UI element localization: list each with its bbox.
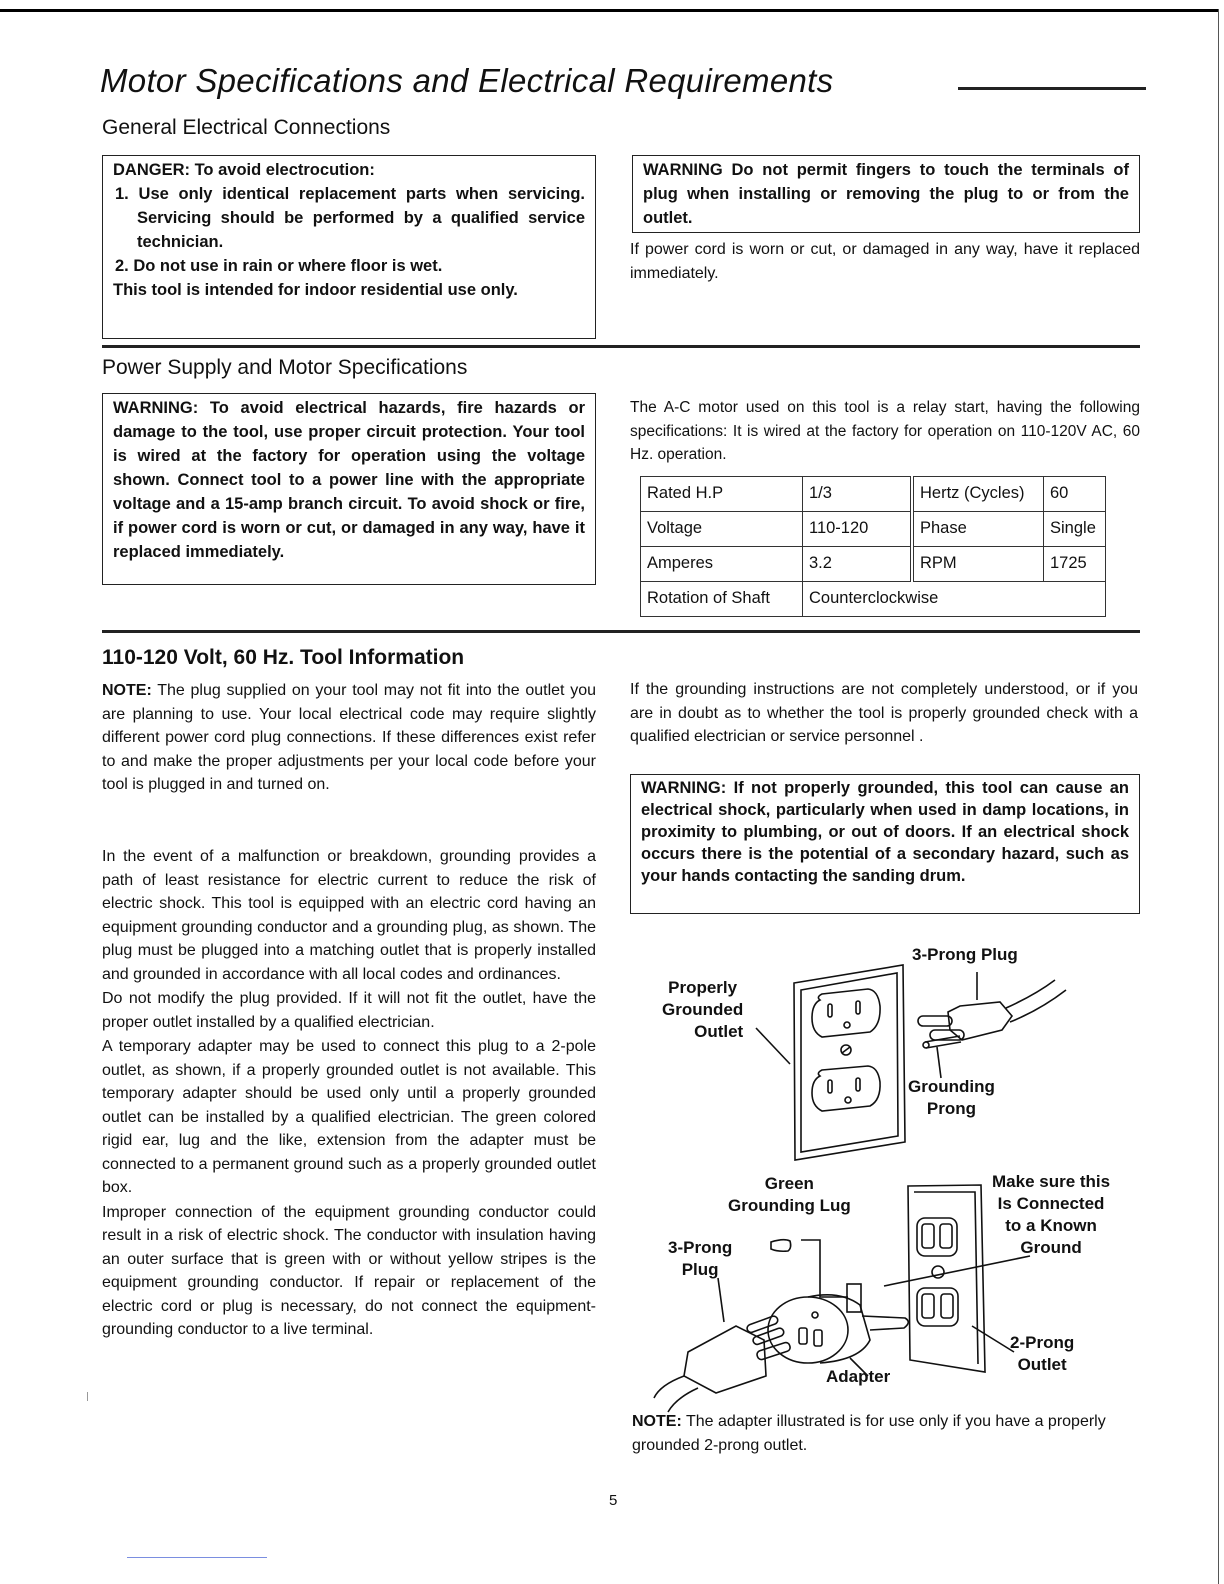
label-line: Make sure this: [992, 1172, 1111, 1191]
plug-pointer: [718, 1278, 724, 1322]
spec-label: Voltage: [641, 512, 803, 547]
adapter-note-label: NOTE:: [632, 1413, 682, 1430]
label-line: Properly: [668, 978, 738, 997]
note-text: The plug supplied on your tool may not fit into the outlet you are planning to use. Your local electrical code may require slightly different power cord plug connections. If these differences exist refer to and make the proper adjustments per your local code before your tool is plugged in and turned on.: [102, 682, 596, 793]
ground-pointer: [884, 1256, 1030, 1286]
label-line: Outlet: [1017, 1355, 1067, 1374]
three-prong-plug-icon: [654, 1315, 791, 1412]
label-green-grounding-lug: [728, 1173, 851, 1217]
label-line: Ground: [1020, 1238, 1082, 1257]
danger-item: 1. Use only identical replacement parts when servicing. Servicing should be performed by a qualified service technician.: [115, 185, 585, 251]
spec-value: 3.2: [803, 547, 913, 582]
spec-value: 1/3: [803, 477, 913, 512]
body-paragraph: Do not modify the plug provided. If it will not fit the outlet, have the proper outlet installed by a qualified electrician.: [102, 990, 596, 1031]
label-line: Grounded: [662, 1000, 744, 1019]
danger-lead: DANGER: To avoid electrocution:: [113, 161, 375, 179]
label-known-ground: [992, 1171, 1110, 1259]
margin-mark: [87, 1392, 88, 1401]
label-line: Is Connected: [997, 1194, 1105, 1213]
spec-label: RPM: [912, 547, 1044, 582]
spec-label: Amperes: [641, 547, 803, 582]
spec-label: Rotation of Shaft: [641, 582, 803, 617]
label-line: to a Known: [1005, 1216, 1097, 1235]
adapter-note: [632, 1410, 1142, 1457]
cord-note-text: If power cord is worn or cut, or damaged in any way, have it replaced immediately.: [630, 241, 1140, 282]
label-3-prong-plug: 3-Prong Plug: [912, 945, 1018, 964]
danger-closing: This tool is intended for indoor residential use only.: [113, 281, 518, 299]
label-line: Grounding Lug: [728, 1196, 851, 1215]
grounding-note-text: If the grounding instructions are not completely understood, or if you are in doubt as to whether the tool is properly grounded check with a qualified electrician or service personnel .: [630, 681, 1138, 745]
label-3-prong-plug-2: [668, 1237, 732, 1281]
section-heading-general: General Electrical Connections: [102, 116, 391, 139]
label-line: 3-Prong: [668, 1238, 733, 1257]
page-title: Motor Specifications and Electrical Requirements: [100, 62, 834, 99]
spec-value: Single: [1044, 512, 1106, 547]
motor-intro-text: The A-C motor used on this tool is a relay start, having the following specifications: It is wired at the factory for operation on 110-120V AC, 60 Hz. operation.: [630, 399, 1140, 463]
spec-value: Counterclockwise: [803, 582, 1106, 617]
spec-label: Hertz (Cycles): [912, 477, 1044, 512]
footer-link-underline: [127, 1557, 267, 1558]
label-line: Green: [764, 1174, 814, 1193]
adapter-note-text: The adapter illustrated is for use only if you have a properly grounded 2-prong outlet.: [632, 1413, 1106, 1454]
warning-grounding-text: WARNING: If not properly grounded, this tool can cause an electrical shock, particularly when used in damp locations, in proximity to plumbing, or out of doors. If an electrical shock occurs there is the potential of a secondary hazard, such as your hands contacting the sanding drum.: [641, 779, 1129, 885]
label-2-prong-outlet: [1010, 1332, 1074, 1376]
spec-label: Phase: [912, 512, 1044, 547]
danger-item: 2. Do not use in rain or where floor is wet.: [115, 257, 443, 275]
body-paragraph: In the event of a malfunction or breakdown, grounding provides a path of least resistance for electric current to reduce the risk of electric shock. This tool is equipped with an electric cord having an equipment grounding conductor and a grounding plug, as shown. The plug must be plugged into a matching outlet that is properly installed and grounded in accordance with all local codes and ordinances.: [102, 848, 596, 983]
warning-plug-text: WARNING Do not permit fingers to touch the terminals of plug when installing or removing the plug to or from the outlet.: [643, 161, 1129, 227]
label-adapter: Adapter: [826, 1367, 891, 1386]
spec-value: 1725: [1044, 547, 1106, 582]
body-paragraph: Improper connection of the equipment grounding conductor could result in a risk of electric shock. The conductor with insulation having an outer surface that is green with or without yellow stripes is the equipment grounding conductor. If repair or replacement of the electric cord or plug is necessary, do not connect the equipment-grounding conductor to a live terminal.: [102, 1203, 596, 1338]
label-line: Grounding: [908, 1077, 995, 1096]
note-label: NOTE:: [102, 682, 152, 699]
spec-value: 110-120: [803, 512, 913, 547]
body-paragraph: A temporary adapter may be used to connect this plug to a 2-pole outlet, as shown, if a properly grounded outlet is not available. This temporary adapter should be used only until a properly grounded outlet can be installed by a qualified electrician. The green colored rigid ear, lug and the like, extension from the adapter must be connected to a permanent ground such as a properly grounded outlet box.: [102, 1038, 596, 1196]
label-line: Outlet: [694, 1022, 744, 1041]
label-line: 2-Prong: [1010, 1333, 1075, 1352]
section-heading-tool-info: 110-120 Volt, 60 Hz. Tool Information: [102, 646, 465, 669]
warning-power-text: WARNING: To avoid electrical hazards, fire hazards or damage to the tool, use proper circuit protection. Your tool is wired at the factory for operation using the voltage shown. Connect tool to a power line with the appropriate voltage and a 15-amp branch circuit. To avoid shock or fire, if power cord is worn or cut, or damaged in any way, have it replaced immediately.: [113, 399, 585, 561]
section-heading-power-supply: Power Supply and Motor Specifications: [102, 356, 468, 379]
spec-label: Rated H.P: [641, 477, 803, 512]
label-line: Prong: [926, 1099, 976, 1118]
spec-value: 60: [1044, 477, 1106, 512]
page-number: 5: [609, 1492, 618, 1509]
label-line: Plug: [681, 1260, 719, 1279]
